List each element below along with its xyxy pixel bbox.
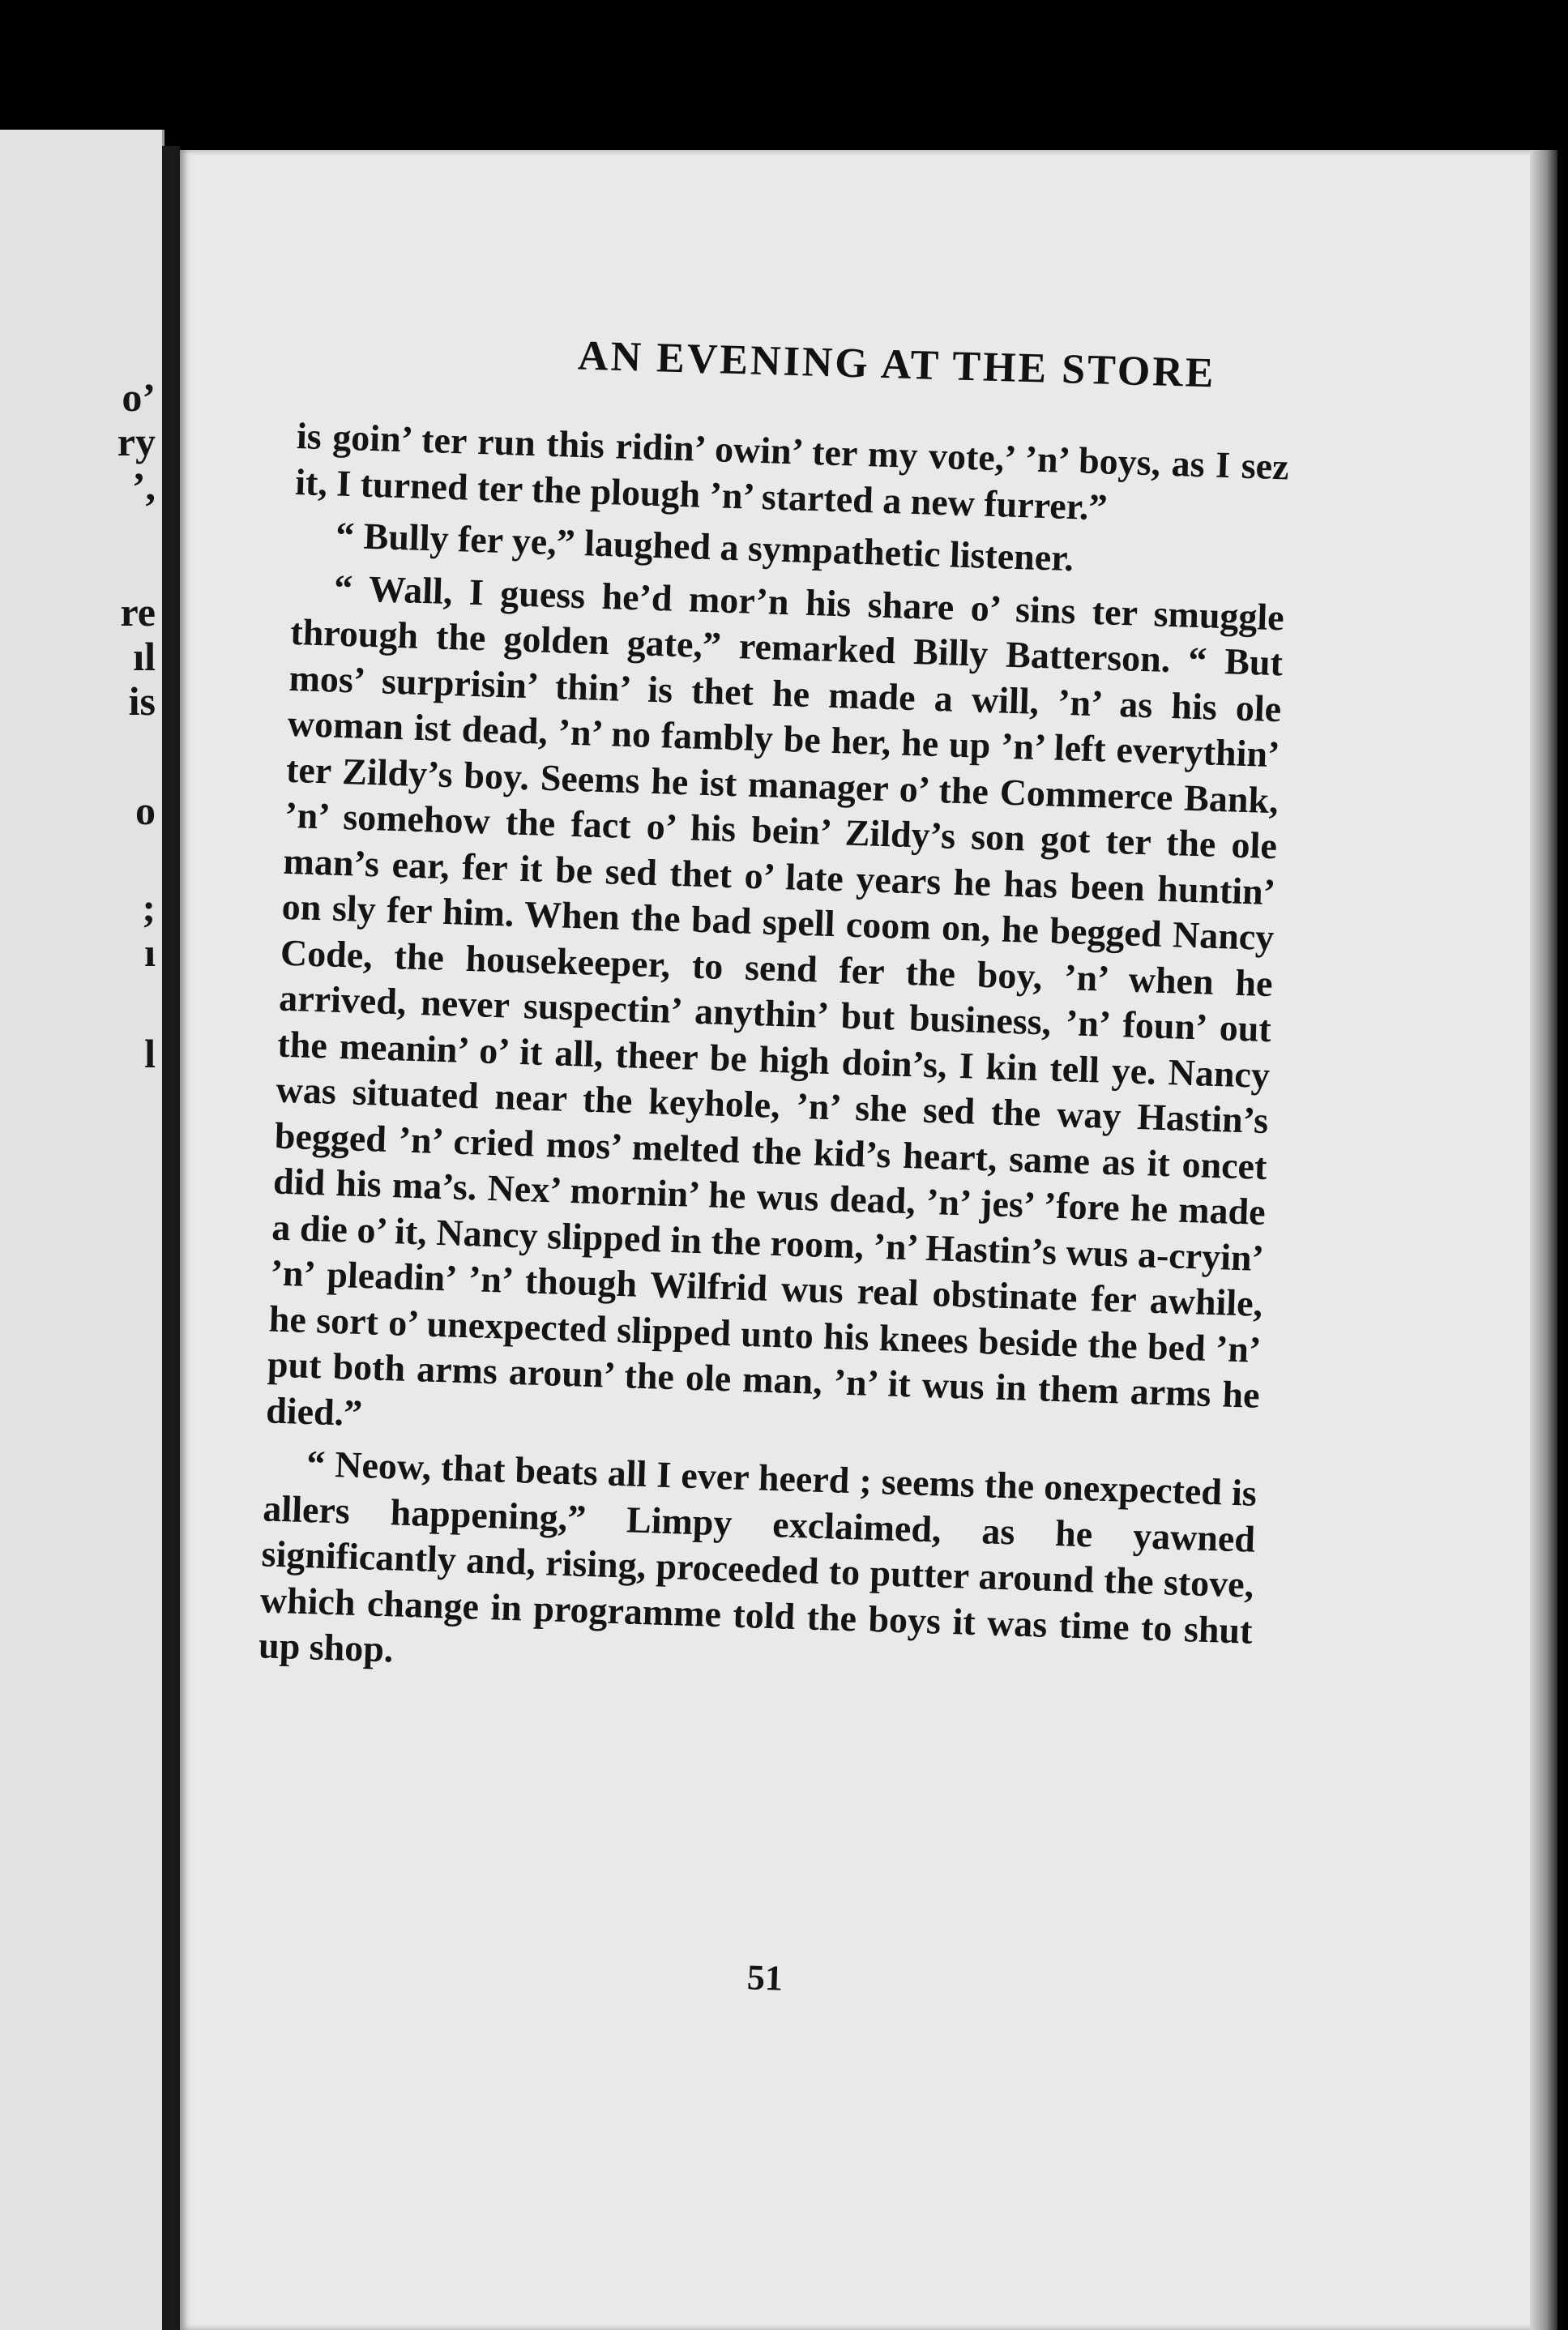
paragraph: “ Bully fer ye,” laughed a sympathetic listener. <box>335 514 1075 579</box>
left-facing-page <box>0 130 164 2330</box>
left-page-fragment: is <box>128 678 156 724</box>
paragraph: “ Wall, I guess he’d mor’n his share o’ sins ter smuggle through the golden gate,” remarked Billy Batterson. “ But mos’ surprisin’ thin’ is thet he made a will, ’n’ as his ole woman ist dead, ’n’ no fambly be her, he up ’n’ left everythin’ ter Zildy’s boy. Seems he ist manager o’ the Commerce Bank, ’n’ somehow the fact o’ his bein’ Zildy’s son got ter the ole man’s ear, fer it be sed thet o’ late years he has been huntin’ on sly fer him. When the bad spell coom on, he begged Nancy Code, the housekeeper, to send fer the boy, ’n’ when he arrived, never suspectin’ anythin’ but business, ’n’ foun’ out the meanin’ o’ it all, theer be high doin’s, I kin tell ye. Nancy was situated near the keyhole, ’n’ she sed the way Hastin’s begged ’n’ cried mos’ melted the kid’s heart, same as it oncet did his ma’s. Nex’ mornin’ he wus dead, ’n’ jes’ ’fore he made a die o’ it, Nancy slipped in the room, ’n’ Hastin’s wus a-cryin’ ’n’ pleadin’ ’n’ though Wilfrid wus real obstinate fer awhile, he sort o’ unexpected slipped unto his knees beside the bed ’n’ put both arms aroun’ the ole man, ’n’ it wus in them arms he died.” <box>265 566 1285 1434</box>
page-number: 51 <box>746 1957 784 1999</box>
left-page-fragment: ry <box>117 419 156 464</box>
left-page-fragment: ıl <box>133 634 156 679</box>
left-page-fragment: ; <box>142 885 156 930</box>
left-page-fragment: o’ <box>122 374 156 420</box>
book-gutter <box>162 146 180 2330</box>
running-head: AN EVENING AT THE STORE <box>577 332 1217 397</box>
left-page-fragment: ı <box>144 930 156 975</box>
left-page-fragment: ’, <box>131 464 156 509</box>
paragraph: “ Neow, that beats all I ever heerd ; seems the onexpected is allers happening,” Limpy exclaimed, as he yawned significantly and, rising, proceeded to putter around the stove, which change in programme told the boys it was time to shut up shop. <box>258 1443 1258 1670</box>
page-edge-shadow <box>1530 150 1557 2330</box>
left-page-fragment: o <box>135 788 156 833</box>
left-page-fragment: l <box>144 1031 156 1076</box>
book-page <box>180 150 1557 2330</box>
body-text <box>258 413 1289 1706</box>
left-page-fragment: re <box>120 589 156 635</box>
paragraph: is goin’ ter run this ridin’ owin’ ter my vote,’ ’n’ boys, as I sez it, I turned ter the plough ’n’ started a new furrer.” <box>294 414 1290 528</box>
